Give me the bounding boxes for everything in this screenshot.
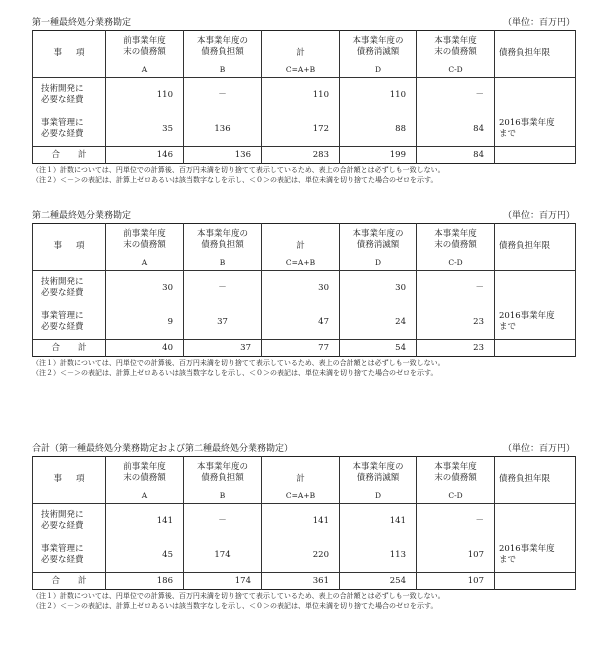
header-cd-line-2: 末の債務額: [434, 47, 477, 57]
limit-line-2: まで: [499, 129, 517, 139]
debt-table: [32, 223, 576, 357]
cell-b: 37: [184, 305, 262, 340]
header-a: [106, 31, 184, 78]
header-d-letter: D: [374, 65, 381, 74]
header-d-line-1: 本事業年度の: [352, 229, 404, 239]
header-cd: [417, 224, 495, 271]
header-b-line-1: 本事業年度の: [196, 462, 248, 472]
total-a: 40: [106, 340, 184, 357]
total-cd: 23: [417, 340, 495, 357]
header-b-line-1: 本事業年度の: [196, 36, 248, 46]
limit-line-1: 2016事業年度: [499, 544, 555, 554]
total-a: 186: [106, 573, 184, 590]
cell-cd: －: [417, 271, 495, 306]
header-jikou: 事項: [33, 31, 106, 78]
header-a-line-1: 前事業年度: [123, 229, 166, 239]
cell-limit: [495, 538, 576, 573]
header-c: [262, 31, 340, 78]
total-b: 136: [184, 147, 262, 164]
header-cd: [417, 457, 495, 504]
header-d-letter: D: [374, 491, 381, 500]
row-name-line-1: 技術開発に: [41, 510, 84, 520]
cell-c: 141: [262, 504, 340, 539]
notes: [32, 164, 575, 185]
row-name-line-1: 事業管理に: [41, 311, 84, 321]
header-cd-line-2: 末の債務額: [434, 473, 477, 483]
header-cd-line-1: 本事業年度: [434, 462, 477, 472]
limit-value: [495, 118, 575, 140]
cell-limit: [495, 112, 576, 147]
header-cd-line-2: 末の債務額: [434, 240, 477, 250]
cell-d: 30: [340, 271, 417, 306]
header-jikou: 事項: [33, 224, 106, 271]
row-name-line-2: 必要な経費: [41, 95, 84, 105]
header-cd-letter: C-D: [448, 258, 463, 267]
cell-d: 113: [340, 538, 417, 573]
cell-cd: －: [417, 78, 495, 113]
table-section-1: [32, 17, 575, 185]
header-limit: 債務負担年限: [495, 31, 576, 78]
cell-cd: 84: [417, 112, 495, 147]
row-name-line-2: 必要な経費: [41, 129, 84, 139]
section-title: 第二種最終処分業務勘定: [32, 211, 132, 221]
limit-line-2: まで: [499, 322, 517, 332]
header-jikou: 事項: [33, 457, 106, 504]
row-name-line-2: 必要な経費: [41, 555, 84, 565]
cell-c: 172: [262, 112, 340, 147]
total-row: [33, 340, 576, 357]
cell-d: 24: [340, 305, 417, 340]
table-section-3: [32, 443, 575, 611]
total-b: 37: [184, 340, 262, 357]
row-name-line-1: 技術開発に: [41, 277, 84, 287]
total-label: 合計: [33, 573, 106, 590]
header-a-letter: A: [141, 258, 148, 267]
header-row: [33, 31, 576, 78]
total-cd: 84: [417, 147, 495, 164]
header-c-letter: C=A+B: [285, 491, 316, 500]
header-limit: 債務負担年限: [495, 224, 576, 271]
row-name: [33, 112, 106, 147]
row-name: [33, 305, 106, 340]
cell-a: 35: [106, 112, 184, 147]
header-b-letter: B: [219, 491, 226, 500]
header-limit: 債務負担年限: [495, 457, 576, 504]
header-a-line-1: 前事業年度: [123, 36, 166, 46]
header-cd-letter: C-D: [448, 65, 463, 74]
table-row: [33, 504, 576, 539]
cell-cd: 23: [417, 305, 495, 340]
header-cd-letter: C-D: [448, 491, 463, 500]
limit-line-2: まで: [499, 555, 517, 565]
header-b-line-2: 債務負担額: [201, 240, 244, 250]
total-c: 283: [262, 147, 340, 164]
total-c: 77: [262, 340, 340, 357]
row-name-line-1: 技術開発に: [41, 84, 84, 94]
notes: [32, 357, 575, 378]
cell-c: 220: [262, 538, 340, 573]
cell-a: 110: [106, 78, 184, 113]
header-cd-line-1: 本事業年度: [434, 229, 477, 239]
header-c-label: 計: [296, 48, 305, 58]
total-label: 合計: [33, 340, 106, 357]
header-b-line-1: 本事業年度の: [196, 229, 248, 239]
header-d: [340, 457, 417, 504]
header-b: [184, 457, 262, 504]
cell-a: 141: [106, 504, 184, 539]
cell-b: －: [184, 504, 262, 539]
header-b-line-2: 債務負担額: [201, 47, 244, 57]
debt-table: [32, 456, 576, 590]
cell-c: 47: [262, 305, 340, 340]
total-row: [33, 147, 576, 164]
row-name-line-2: 必要な経費: [41, 288, 84, 298]
header-a-line-2: 末の債務額: [123, 47, 166, 57]
header-c: [262, 457, 340, 504]
limit-line-1: 2016事業年度: [499, 118, 555, 128]
row-name-line-2: 必要な経費: [41, 322, 84, 332]
header-d-letter: D: [374, 258, 381, 267]
cell-cd: －: [417, 504, 495, 539]
header-d-line-1: 本事業年度の: [352, 462, 404, 472]
header-a-line-2: 末の債務額: [123, 240, 166, 250]
cell-d: 88: [340, 112, 417, 147]
header-a-line-1: 前事業年度: [123, 462, 166, 472]
cell-a: 45: [106, 538, 184, 573]
header-c-label: 計: [296, 474, 305, 484]
cell-b: －: [184, 271, 262, 306]
cell-limit: [495, 305, 576, 340]
header-a-letter: A: [141, 491, 148, 500]
header-b-letter: B: [219, 258, 226, 267]
section-title: 第一種最終処分業務勘定: [32, 18, 132, 28]
limit-value: [495, 544, 575, 566]
header-c-label: 計: [296, 241, 305, 251]
header-c: [262, 224, 340, 271]
header-a: [106, 224, 184, 271]
row-name: [33, 271, 106, 306]
header-d-line-2: 債務消滅額: [356, 473, 400, 483]
total-row: [33, 573, 576, 590]
total-label: 合計: [33, 147, 106, 164]
row-name: [33, 538, 106, 573]
header-cd-line-1: 本事業年度: [434, 36, 477, 46]
note-2: （注２）＜－＞の表記は、計算上ゼロあるいは該当数字なしを示し、＜０＞の表記は、単位未満を切り捨てた場合のゼロを示す。: [32, 602, 438, 610]
cell-b: －: [184, 78, 262, 113]
header-a-letter: A: [141, 65, 148, 74]
total-a: 146: [106, 147, 184, 164]
section-title: 合計（第一種最終処分業務勘定および第二種最終処分業務勘定）: [32, 444, 294, 454]
unit-label: （単位：百万円）: [502, 444, 575, 454]
header-d: [340, 31, 417, 78]
cell-d: 110: [340, 78, 417, 113]
total-b: 174: [184, 573, 262, 590]
cell-d: 141: [340, 504, 417, 539]
header-cd: [417, 31, 495, 78]
header-b-line-2: 債務負担額: [201, 473, 244, 483]
header-b: [184, 224, 262, 271]
unit-label: （単位：百万円）: [502, 18, 575, 28]
total-d: 54: [340, 340, 417, 357]
unit-label: （単位：百万円）: [502, 211, 575, 221]
table-section-2: [32, 210, 575, 378]
cell-c: 110: [262, 78, 340, 113]
limit-value: [495, 311, 575, 333]
total-limit: [495, 340, 576, 357]
header-c-letter: C=A+B: [285, 65, 316, 74]
header-a: [106, 457, 184, 504]
debt-table: [32, 30, 576, 164]
cell-cd: 107: [417, 538, 495, 573]
note-1: （注１）計数については、円単位での計算後、百万円未満を切り捨てて表示しているため、表上の合計額とは必ずしも一致しない。: [32, 359, 445, 367]
total-limit: [495, 573, 576, 590]
total-d: 254: [340, 573, 417, 590]
row-name: [33, 78, 106, 113]
header-row: [33, 224, 576, 271]
note-2: （注２）＜－＞の表記は、計算上ゼロあるいは該当数字なしを示し、＜０＞の表記は、単位未満を切り捨てた場合のゼロを示す。: [32, 176, 438, 184]
total-cd: 107: [417, 573, 495, 590]
header-d-line-1: 本事業年度の: [352, 36, 404, 46]
total-d: 199: [340, 147, 417, 164]
row-name-line-2: 必要な経費: [41, 521, 84, 531]
header-a-line-2: 末の債務額: [123, 473, 166, 483]
row-name-line-1: 事業管理に: [41, 118, 84, 128]
table-row: [33, 538, 576, 573]
row-name-line-1: 事業管理に: [41, 544, 84, 554]
header-d-line-2: 債務消滅額: [356, 47, 400, 57]
table-row: [33, 112, 576, 147]
note-2: （注２）＜－＞の表記は、計算上ゼロあるいは該当数字なしを示し、＜０＞の表記は、単位未満を切り捨てた場合のゼロを示す。: [32, 369, 438, 377]
note-1: （注１）計数については、円単位での計算後、百万円未満を切り捨てて表示しているため、表上の合計額とは必ずしも一致しない。: [32, 592, 445, 600]
header-b: [184, 31, 262, 78]
table-row: [33, 271, 576, 306]
header-d: [340, 224, 417, 271]
table-row: [33, 305, 576, 340]
total-c: 361: [262, 573, 340, 590]
header-row: [33, 457, 576, 504]
table-row: [33, 78, 576, 113]
notes: [32, 590, 575, 611]
cell-limit: [495, 271, 576, 306]
limit-line-1: 2016事業年度: [499, 311, 555, 321]
note-1: （注１）計数については、円単位での計算後、百万円未満を切り捨てて表示しているため、表上の合計額とは必ずしも一致しない。: [32, 166, 445, 174]
cell-c: 30: [262, 271, 340, 306]
header-b-letter: B: [219, 65, 226, 74]
cell-b: 136: [184, 112, 262, 147]
row-name: [33, 504, 106, 539]
cell-a: 30: [106, 271, 184, 306]
header-d-line-2: 債務消滅額: [356, 240, 400, 250]
cell-limit: [495, 78, 576, 113]
cell-b: 174: [184, 538, 262, 573]
cell-a: 9: [106, 305, 184, 340]
total-limit: [495, 147, 576, 164]
header-c-letter: C=A+B: [285, 258, 316, 267]
cell-limit: [495, 504, 576, 539]
